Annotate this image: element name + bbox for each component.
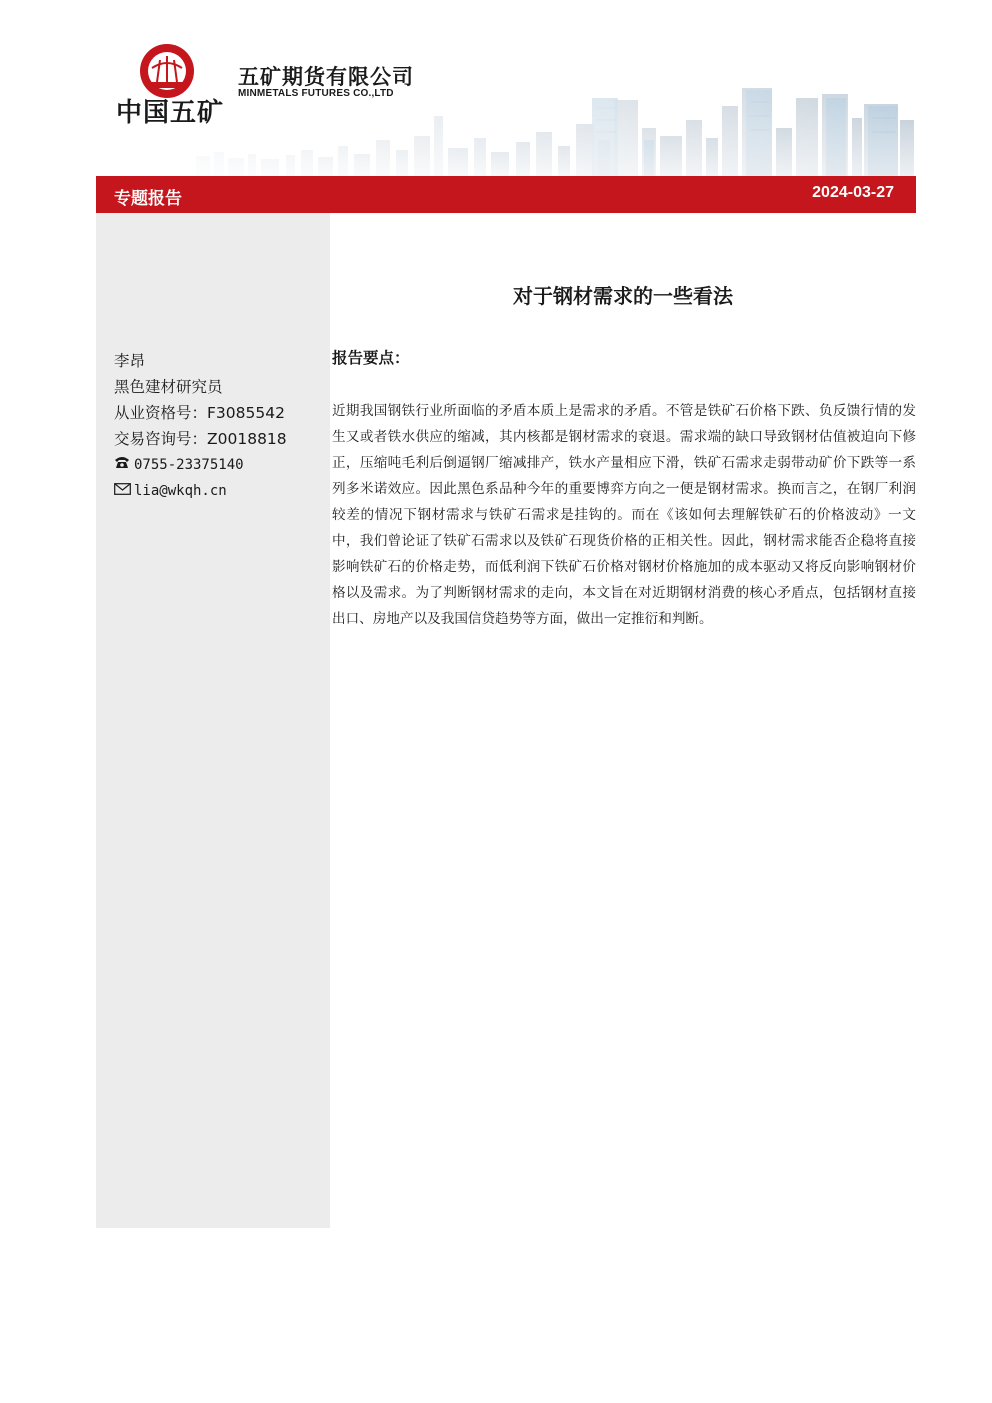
- author-sidebar: [96, 213, 330, 1228]
- author-info: [114, 348, 324, 504]
- author-email[interactable]: lia@wkqh.cn: [134, 483, 227, 499]
- envelope-icon: [114, 478, 134, 504]
- company-name-cn: 五矿期货有限公司: [238, 65, 414, 89]
- author-email-row: [114, 478, 324, 504]
- author-phone: 0755-23375140: [134, 457, 244, 473]
- report-header: [96, 28, 916, 176]
- report-date: 2024-03-27: [812, 184, 894, 201]
- section-heading: 报告要点：: [332, 349, 410, 367]
- author-name: 李昂: [114, 352, 146, 370]
- report-type-label: 专题报告: [114, 189, 182, 209]
- report-type-band: [96, 176, 916, 213]
- author-license: 从业资格号：F3085542: [114, 404, 285, 422]
- author-consult-number: 交易咨询号：Z0018818: [114, 430, 287, 448]
- phone-icon: [114, 452, 134, 478]
- author-phone-row: [114, 452, 324, 478]
- company-name-en: MINMETALS FUTURES CO.,LTD: [238, 88, 394, 99]
- logo-text: 中国五矿: [116, 98, 225, 128]
- report-title: 对于钢材需求的一些看法: [513, 284, 733, 308]
- author-role: 黑色建材研究员: [114, 378, 223, 396]
- report-summary-paragraph: 近期我国钢铁行业所面临的矛盾本质上是需求的矛盾。不管是铁矿石价格下跌、负反馈行情的发生又或者铁水供应的缩减，其内核都是钢材需求的衰退。需求端的缺口导致钢材估值被迫向下修正，压缩吨毛利后倒逼钢厂缩减排产，铁水产量相应下滑，铁矿石需求走弱带动矿价下跌等一系列多米诺效应。因此黑色系品种今年的重要博弈方向之一便是钢材需求。换而言之，在钢厂利润较差的情况下钢材需求与铁矿石需求是挂钩的。而在《该如何去理解铁矿石的价格波动》一文中，我们曾论证了铁矿石需求以及铁矿石现货价格的正相关性。因此，钢材需求能否企稳将直接影响铁矿石的价格走势，而低利润下铁矿石价格对钢材价格施加的成本驱动又将反向影响钢材价格以及需求。为了判断钢材需求的走向，本文旨在对近期钢材消费的核心矛盾点，包括钢材直接出口、房地产以及我国信贷趋势等方面，做出一定推衍和判断。: [332, 403, 916, 627]
